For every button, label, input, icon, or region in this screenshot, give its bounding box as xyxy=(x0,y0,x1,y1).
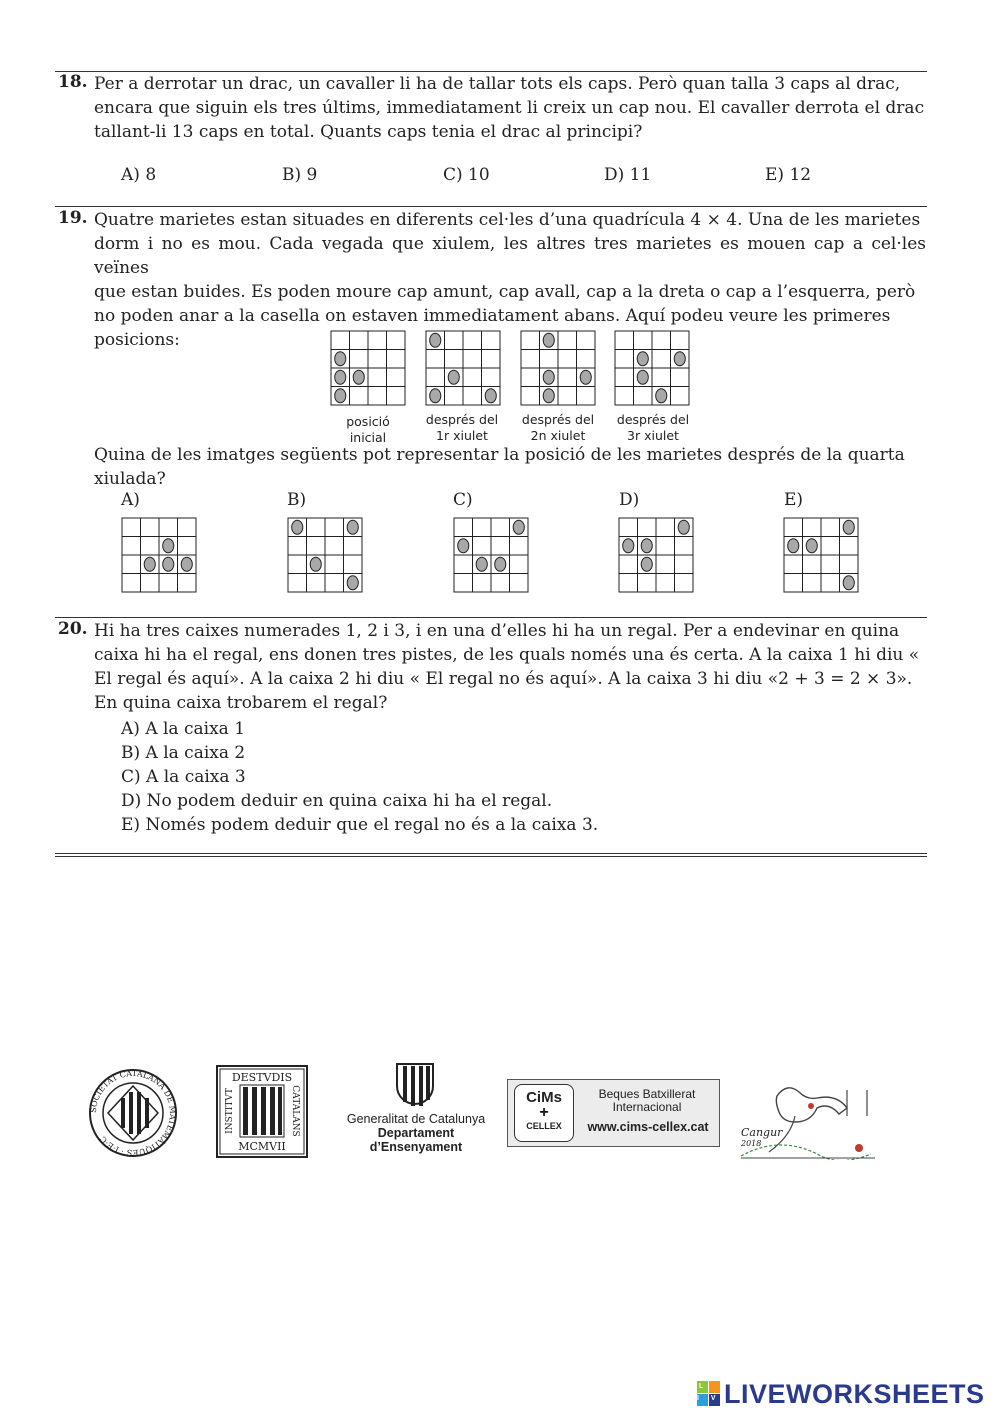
grid-cell xyxy=(288,555,307,574)
separator-rule xyxy=(55,206,927,207)
q19-option-b-grid[interactable] xyxy=(287,517,363,597)
grid-cell xyxy=(784,574,803,593)
grid-cell xyxy=(638,574,657,593)
grid-cell xyxy=(784,555,803,574)
ladybug-icon xyxy=(543,333,554,347)
grid-cell xyxy=(615,331,634,350)
ladybug-icon xyxy=(623,539,634,553)
cangur-year: 2018 xyxy=(741,1139,762,1148)
icon-letters: L I V E xyxy=(697,1383,721,1414)
q20-option-e[interactable]: E) Només podem deduir que el regal no és a la caixa 3. xyxy=(121,815,599,835)
caption-line: posició xyxy=(346,414,390,429)
cims-title-line: Internacional xyxy=(612,1100,682,1114)
question-19-text xyxy=(94,208,926,352)
grid-cell xyxy=(577,331,596,350)
grid-cell xyxy=(558,331,577,350)
ladybug-icon xyxy=(637,370,648,384)
grid-svg xyxy=(520,330,596,406)
brand-rest: WORKSHEETS xyxy=(786,1379,985,1409)
grid-cell xyxy=(803,574,822,593)
grid-cell xyxy=(463,387,482,406)
grid-cell xyxy=(652,331,671,350)
grid-cell xyxy=(619,518,638,537)
ladybug-icon xyxy=(637,352,648,366)
grid-svg xyxy=(783,517,859,593)
question-19-line: Quatre marietes estan situades en diferents cel·les d’una quadrícula 4 × 4. Una de les marietes xyxy=(94,210,921,230)
ladybug-icon xyxy=(310,557,321,571)
grid-cell xyxy=(656,574,675,593)
question-19-prompt xyxy=(94,443,926,491)
grid-cell xyxy=(454,574,473,593)
q19-option-b-label[interactable]: B) xyxy=(287,490,307,510)
grid-cell xyxy=(445,331,464,350)
example-grid-after-2 xyxy=(520,330,596,410)
caption-line: inicial xyxy=(349,430,387,445)
ladybug-icon xyxy=(335,370,346,384)
caption-initial xyxy=(318,414,418,446)
grid-cell xyxy=(521,331,540,350)
grid-cell xyxy=(350,387,369,406)
grid-cell xyxy=(675,555,694,574)
grid-cell xyxy=(521,387,540,406)
question-20-line: Hi ha tres caixes numerades 1, 2 i 3, i en una d’elles hi ha un regal. Per a endevinar en quina xyxy=(94,621,900,641)
caption-line: 3r xiulet xyxy=(627,428,679,443)
grid-cell xyxy=(558,387,577,406)
grid-cell xyxy=(387,350,406,369)
grid-cell xyxy=(615,350,634,369)
caption-line: 1r xiulet xyxy=(436,428,488,443)
question-20-number: 20. xyxy=(58,619,88,639)
grid-cell xyxy=(510,574,529,593)
grid-cell xyxy=(652,368,671,387)
ladybug-icon xyxy=(543,389,554,403)
brand-prefix: LIVE xyxy=(724,1379,787,1409)
grid-cell xyxy=(387,331,406,350)
grid-cell xyxy=(307,518,326,537)
grid-cell xyxy=(671,387,690,406)
cims-plus: + xyxy=(539,1104,549,1121)
q18-option-c[interactable]: C) 10 xyxy=(443,165,490,185)
ladybug-icon xyxy=(656,389,667,403)
grid-cell xyxy=(178,574,197,593)
grid-cell xyxy=(821,537,840,556)
seal-text: SOCIETAT CATALANA DE MATEMÀTIQUES · I·E·C xyxy=(88,1068,178,1158)
ladybug-icon xyxy=(292,520,303,534)
grid-svg xyxy=(425,330,501,406)
grid-cell xyxy=(325,537,344,556)
q20-options xyxy=(121,717,598,837)
grid-cell xyxy=(473,537,492,556)
ladybug-icon xyxy=(843,520,854,534)
grid-cell xyxy=(325,574,344,593)
scm-seal-logo xyxy=(88,1068,178,1158)
grid-cell xyxy=(656,518,675,537)
ladybug-icon xyxy=(448,370,459,384)
generalitat-shield-icon xyxy=(395,1062,435,1108)
iec-institut-icon xyxy=(216,1065,308,1158)
cellex-text: CELLEX xyxy=(526,1121,562,1131)
question-19-line: posicions: xyxy=(94,330,180,350)
grid-cell xyxy=(675,537,694,556)
grid-cell xyxy=(521,368,540,387)
department-name-2: d’Ensenyament xyxy=(369,1140,463,1154)
ladybug-icon xyxy=(335,352,346,366)
question-20-line: caixa hi ha el regal, ens donen tres pistes, de les quals només una és certa. A la caixa 1 hi diu « xyxy=(94,645,920,665)
grid-cell xyxy=(463,368,482,387)
grid-cell xyxy=(577,387,596,406)
q18-option-d[interactable]: D) 11 xyxy=(604,165,652,185)
grid-cell xyxy=(454,518,473,537)
liveworksheets-icon xyxy=(697,1381,721,1414)
grid-cell xyxy=(671,331,690,350)
example-grid-after-1 xyxy=(425,330,501,410)
grid-cell xyxy=(540,350,559,369)
ladybug-icon xyxy=(430,389,441,403)
ladybug-icon xyxy=(843,576,854,590)
grid-cell xyxy=(803,555,822,574)
cims-text: CiMs xyxy=(526,1089,562,1106)
grid-cell xyxy=(368,368,387,387)
grid-cell xyxy=(491,518,510,537)
grid-cell xyxy=(821,555,840,574)
ladybug-icon xyxy=(580,370,591,384)
grid-svg xyxy=(287,517,363,593)
grid-cell xyxy=(821,518,840,537)
grid-svg xyxy=(121,517,197,593)
grid-cell xyxy=(331,331,350,350)
grid-cell xyxy=(840,555,859,574)
q19-option-a-grid[interactable] xyxy=(121,517,197,597)
question-18-text xyxy=(94,72,926,144)
q19-option-c-label[interactable]: C) xyxy=(453,490,473,510)
q20-option-d[interactable]: D) No podem deduir en quina caixa hi ha el regal. xyxy=(121,791,553,811)
grid-cell xyxy=(122,574,141,593)
grid-cell xyxy=(803,518,822,537)
generalitat-name: Generalitat de Catalunya xyxy=(346,1112,486,1126)
grid-cell xyxy=(387,387,406,406)
question-20-line: El regal és aquí». A la caixa 2 hi diu « El regal no és aquí». A la caixa 3 hi diu «2 + 3 = 2 × 3». xyxy=(94,669,913,689)
grid-cell xyxy=(307,574,326,593)
grid-cell xyxy=(368,387,387,406)
cims-badge xyxy=(514,1084,574,1142)
grid-cell xyxy=(463,350,482,369)
ladybug-icon xyxy=(430,333,441,347)
grid-cell xyxy=(159,574,178,593)
caption-line: després del xyxy=(425,412,499,427)
caption-line: 2n xiulet xyxy=(530,428,586,443)
end-rule-2 xyxy=(55,856,927,857)
grid-cell xyxy=(840,537,859,556)
grid-cell xyxy=(141,537,160,556)
question-20-text xyxy=(94,619,926,715)
question-19-number: 19. xyxy=(58,208,88,228)
grid-cell xyxy=(558,368,577,387)
grid-cell xyxy=(307,537,326,556)
q18-option-e[interactable]: E) 12 xyxy=(765,165,812,185)
grid-cell xyxy=(510,537,529,556)
ladybug-icon xyxy=(543,370,554,384)
grid-cell xyxy=(521,350,540,369)
grid-cell xyxy=(482,331,501,350)
grid-cell xyxy=(159,518,178,537)
grid-cell xyxy=(122,537,141,556)
example-grid-after-3 xyxy=(614,330,690,410)
ladybug-icon xyxy=(806,539,817,553)
ladybug-icon xyxy=(674,352,685,366)
ladybug-icon xyxy=(347,520,358,534)
grid-cell xyxy=(491,574,510,593)
grid-cell xyxy=(288,537,307,556)
grid-cell xyxy=(634,387,653,406)
caption-after-3 xyxy=(603,412,703,444)
ladybug-icon xyxy=(678,520,689,534)
grid-cell xyxy=(178,518,197,537)
q19-option-d-grid[interactable] xyxy=(618,517,694,597)
question-20-line: En quina caixa trobarem el regal? xyxy=(94,693,388,713)
grid-cell xyxy=(615,387,634,406)
cims-title-line: Beques Batxillerat xyxy=(598,1087,696,1101)
question-19-line: que estan buides. Es poden moure cap amunt, cap avall, cap a la dreta o cap a l’esquerra, però xyxy=(94,282,916,302)
q19-option-d-label[interactable]: D) xyxy=(619,490,640,510)
ladybug-icon xyxy=(788,539,799,553)
q20-option-a[interactable]: A) A la caixa 1 xyxy=(121,719,246,739)
cims-url[interactable]: www.cims-cellex.cat xyxy=(587,1120,709,1134)
ladybug-icon xyxy=(513,520,524,534)
generalitat-logo xyxy=(332,1062,500,1158)
grid-cell xyxy=(350,350,369,369)
ladybug-icon xyxy=(495,557,506,571)
grid-cell xyxy=(473,574,492,593)
question-19-line: dorm i no es mou. Cada vegada que xiulem, les altres tres marietes es mouen cap a cel·les veïnes xyxy=(94,234,926,278)
department-name: Departament xyxy=(377,1126,455,1140)
grid-cell xyxy=(445,387,464,406)
cangur-text: Cangur xyxy=(741,1126,783,1139)
grid-cell xyxy=(638,518,657,537)
question-19-line: no poden anar a la casella on estaven immediatament abans. Aquí podeu veure les primeres xyxy=(94,306,891,326)
grid-cell xyxy=(675,574,694,593)
question-18-line: Per a derrotar un drac, un cavaller li ha de tallar tots els caps. Però quan talla 3 caps al drac, xyxy=(94,74,901,94)
caption-after-1 xyxy=(412,412,512,444)
grid-cell xyxy=(122,518,141,537)
question-18-line: encara que siguin els tres últims, immediatament li creix un cap nou. El cavaller derrota el drac xyxy=(94,98,925,118)
q20-option-b[interactable]: B) A la caixa 2 xyxy=(121,743,246,763)
institut-top-text: DESTVDIS xyxy=(231,1071,293,1084)
grid-svg xyxy=(453,517,529,593)
grid-cell xyxy=(426,368,445,387)
grid-cell xyxy=(510,555,529,574)
grid-cell xyxy=(473,518,492,537)
ladybug-icon xyxy=(476,557,487,571)
ladybug-icon xyxy=(485,389,496,403)
grid-cell xyxy=(141,574,160,593)
grid-cell xyxy=(821,574,840,593)
grid-cell xyxy=(325,518,344,537)
grid-cell xyxy=(344,537,363,556)
grid-cell xyxy=(656,555,675,574)
grid-cell xyxy=(491,537,510,556)
q20-option-c[interactable]: C) A la caixa 3 xyxy=(121,767,246,787)
grid-cell xyxy=(288,574,307,593)
ladybug-icon xyxy=(163,557,174,571)
grid-cell xyxy=(141,518,160,537)
grid-cell xyxy=(619,574,638,593)
q19-option-a-label[interactable]: A) xyxy=(121,490,140,510)
grid-cell xyxy=(558,350,577,369)
question-18-line: tallant-li 13 caps en total. Quants caps tenia el drac al principi? xyxy=(94,122,643,142)
institut-right-text: CATALANS xyxy=(290,1085,300,1137)
ladybug-icon xyxy=(144,557,155,571)
grid-cell xyxy=(445,350,464,369)
grid-cell xyxy=(350,331,369,350)
q19-option-e-label[interactable]: E) xyxy=(784,490,804,510)
grid-svg xyxy=(618,517,694,593)
q18-option-b[interactable]: B) 9 xyxy=(282,165,318,185)
grid-cell xyxy=(656,537,675,556)
grid-svg xyxy=(330,330,406,406)
institut-bottom-text: MCMVII xyxy=(238,1140,286,1153)
question-19-prompt-line: xiulada? xyxy=(94,469,166,489)
separator-rule xyxy=(55,617,927,618)
grid-cell xyxy=(122,555,141,574)
grid-cell xyxy=(387,368,406,387)
ladybug-icon xyxy=(353,370,364,384)
grid-cell xyxy=(368,350,387,369)
grid-cell xyxy=(368,331,387,350)
example-grid-initial xyxy=(330,330,406,410)
caption-line: després del xyxy=(616,412,690,427)
ladybug-icon xyxy=(163,539,174,553)
caption-line: després del xyxy=(521,412,595,427)
ladybug-icon xyxy=(335,389,346,403)
caption-after-2 xyxy=(508,412,608,444)
grid-cell xyxy=(426,350,445,369)
grid-cell xyxy=(671,368,690,387)
cangur-logo xyxy=(737,1076,877,1160)
grid-cell xyxy=(325,555,344,574)
cims-cellex-logo xyxy=(507,1079,720,1147)
grid-cell xyxy=(652,350,671,369)
grid-cell xyxy=(784,518,803,537)
q19-option-c-grid[interactable] xyxy=(453,517,529,597)
scm-seal-icon xyxy=(88,1068,178,1158)
grid-cell xyxy=(615,368,634,387)
grid-cell xyxy=(463,331,482,350)
grid-svg xyxy=(614,330,690,406)
ladybug-icon xyxy=(347,576,358,590)
institut-left-text: INSTITVT xyxy=(225,1088,235,1134)
q18-option-a[interactable]: A) 8 xyxy=(121,165,157,185)
ladybug-icon xyxy=(641,539,652,553)
grid-cell xyxy=(344,555,363,574)
grid-cell xyxy=(577,350,596,369)
q19-option-e-grid[interactable] xyxy=(783,517,859,597)
grid-cell xyxy=(454,555,473,574)
grid-cell xyxy=(619,555,638,574)
ladybug-icon xyxy=(181,557,192,571)
question-19-prompt-line: Quina de les imatges següents pot representar la posició de les marietes després de la quarta xyxy=(94,445,905,465)
iec-institut-logo xyxy=(216,1065,308,1158)
grid-cell xyxy=(482,350,501,369)
question-18-number: 18. xyxy=(58,72,88,92)
liveworksheets-brand[interactable] xyxy=(697,1378,997,1414)
end-rule-1 xyxy=(55,853,927,854)
grid-cell xyxy=(482,368,501,387)
grid-cell xyxy=(634,331,653,350)
kangaroo-icon xyxy=(737,1076,877,1160)
ladybug-icon xyxy=(458,539,469,553)
ladybug-icon xyxy=(641,557,652,571)
grid-cell xyxy=(178,537,197,556)
